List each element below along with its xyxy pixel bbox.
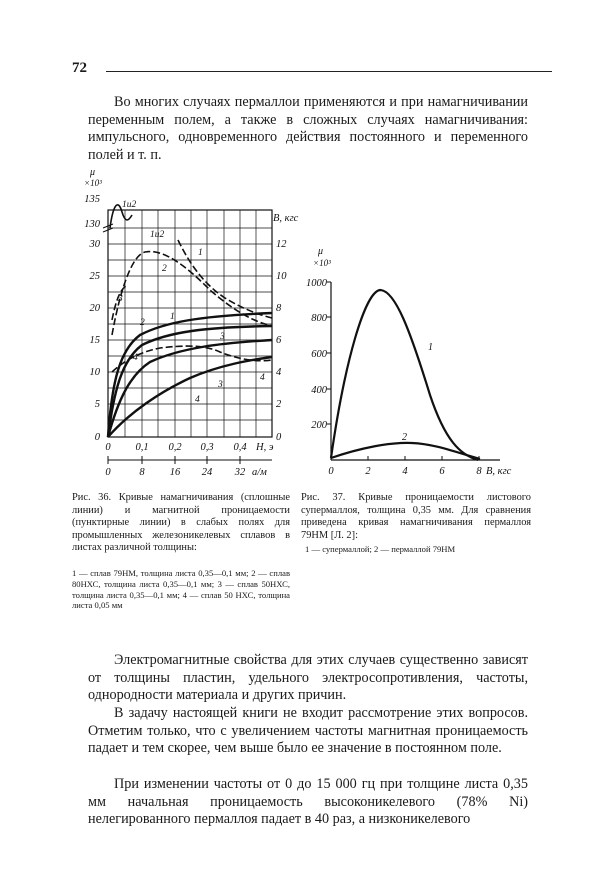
- fig36-plot-frame: [108, 210, 272, 437]
- svg-text:0: 0: [94, 432, 100, 443]
- fig36-curve-3-dashed: [112, 286, 126, 320]
- svg-text:4: 4: [195, 395, 200, 405]
- fig36-left-unit: μ: [90, 167, 96, 178]
- fig36-curve-labels: [117, 200, 265, 405]
- svg-text:1и2: 1и2: [122, 200, 137, 210]
- svg-text:0,3: 0,3: [200, 442, 214, 453]
- svg-text:130: 130: [84, 219, 100, 230]
- svg-text:4: 4: [260, 373, 265, 383]
- fig36-x-label-top: H, э: [256, 442, 274, 453]
- svg-text:5: 5: [94, 399, 100, 410]
- svg-text:0: 0: [105, 442, 111, 453]
- fig36-x-ticks-bottom: [105, 467, 246, 478]
- svg-text:24: 24: [201, 467, 213, 478]
- fig36-curve-4-dashed: [112, 346, 272, 372]
- svg-text:12: 12: [276, 239, 287, 250]
- svg-text:2: 2: [162, 264, 167, 274]
- svg-text:200: 200: [311, 420, 327, 431]
- fig37-caption: Рис. 37. Кривые проницаемости листового супермаллоя, толщина 0,35 мм. Для сравнения приведена кривая намагничивания пермаллоя 79НМ [Л. 2]:: [301, 492, 531, 541]
- fig36-right-ticks: [276, 239, 287, 443]
- intro-paragraph: Во многих случаях пермаллои применяются и при намагничивании переменным полем, а также в сложных случаях намагничивания: импульсного, одновременного действия постоянного и переменного полей и т. п.: [88, 94, 528, 163]
- svg-text:32: 32: [234, 467, 246, 478]
- svg-text:1: 1: [428, 342, 433, 353]
- body-paragraph-3: При изменении частоты от 0 до 15 000 гц при толщине листа 0,35 мм начальная проницаемость высоконикелевого (78% Ni) нелегированного пермаллоя падает в 40 раз, а низконикелевого: [88, 776, 528, 828]
- body-paragraph-1: Электромагнитные свойства для этих случаев существенно зависят от толщины пластин, удельного электросопротивления, частоты, однородности материала и других причин.: [88, 652, 528, 704]
- svg-text:600: 600: [311, 349, 327, 360]
- svg-text:4: 4: [402, 466, 408, 477]
- fig36-curve-1i2-top: [110, 205, 132, 228]
- svg-text:1000: 1000: [306, 278, 327, 289]
- svg-text:1: 1: [198, 248, 203, 258]
- svg-text:16: 16: [169, 467, 181, 478]
- svg-text:8: 8: [139, 467, 145, 478]
- svg-text:0: 0: [328, 466, 334, 477]
- fig37-curve-2: [331, 443, 480, 459]
- fig37-y-scale: ×10³: [313, 258, 331, 268]
- body-paragraph-2: В задачу настоящей книги не входит рассмотрение этих вопросов. Отметим только, что с увеличением частоты магнитная проницаемость падает и тем скорее, чем выше было ее значение в постоянном поле.: [88, 705, 528, 757]
- svg-text:20: 20: [89, 303, 100, 314]
- fig36-left-ticks: [84, 194, 101, 443]
- fig37-curve-1: [331, 290, 478, 460]
- fig36-curve-1-solid: [108, 313, 272, 437]
- svg-text:0: 0: [276, 432, 282, 443]
- svg-text:2: 2: [140, 318, 145, 328]
- svg-text:3: 3: [220, 332, 225, 342]
- fig37-x-ticks: [365, 466, 482, 477]
- svg-text:400: 400: [311, 385, 327, 396]
- fig36-curve-2-solid: [108, 326, 272, 437]
- fig37-legend: 1 — супермаллой; 2 — пермаллой 79НМ: [305, 544, 456, 554]
- fig36-curve-3-solid: [108, 340, 272, 437]
- fig37-x-label: B, кгс: [486, 466, 512, 477]
- fig36-caption: Рис. 36. Кривые намагничивания (сплошные линии) и магнитной проницаемости (пунктирные линии) в слабых полях для промышленных железоникелевых сплавов в листах различной толщины:: [72, 492, 290, 554]
- svg-text:25: 25: [89, 271, 100, 282]
- fig36-grid: [108, 210, 272, 437]
- fig36-right-axis-label: B, кгс: [273, 213, 299, 224]
- svg-text:10: 10: [89, 367, 100, 378]
- fig36-x-ticks-top: [105, 442, 247, 453]
- fig36-curve-4-solid: [108, 357, 272, 437]
- svg-text:800: 800: [311, 313, 327, 324]
- svg-text:1: 1: [170, 312, 175, 322]
- page-number: 72: [72, 60, 87, 76]
- svg-text:4: 4: [133, 353, 138, 363]
- svg-text:8: 8: [476, 466, 482, 477]
- svg-text:135: 135: [84, 194, 100, 205]
- svg-text:3: 3: [218, 380, 223, 390]
- svg-text:2: 2: [365, 466, 371, 477]
- fig36-x-label-bottom: a/м: [252, 467, 267, 478]
- svg-text:2: 2: [276, 399, 282, 410]
- fig37-y-unit: μ: [318, 246, 324, 257]
- svg-text:0,4: 0,4: [233, 442, 247, 453]
- svg-text:0,2: 0,2: [168, 442, 182, 453]
- fig36-legend: 1 — сплав 79НМ, толщина листа 0,35—0,1 мм; 2 — сплав 80НХС, толщина листа 0,35—0,1 мм; 3 — сплав 50НХС, толщина листа 0,35—0,1 мм; 4 — сплав 50 НХС, толщина листа 0,05 мм: [72, 568, 290, 611]
- svg-text:3: 3: [118, 294, 123, 304]
- svg-text:2: 2: [402, 432, 407, 443]
- fig36-curve-1-dashed: [178, 240, 272, 318]
- svg-text:10: 10: [276, 271, 287, 282]
- svg-text:0: 0: [105, 467, 111, 478]
- fig36-curve-2-dashed: [112, 252, 272, 335]
- svg-text:30: 30: [89, 239, 100, 250]
- svg-text:6: 6: [276, 335, 282, 346]
- header-rule: [106, 71, 552, 72]
- svg-text:8: 8: [276, 303, 282, 314]
- svg-text:4: 4: [276, 367, 282, 378]
- svg-text:6: 6: [439, 466, 445, 477]
- fig36-left-scale: ×10³: [84, 178, 102, 188]
- fig37-curve-labels: [402, 342, 433, 443]
- svg-text:0,1: 0,1: [135, 442, 149, 453]
- svg-text:1и2: 1и2: [150, 230, 165, 240]
- svg-text:15: 15: [89, 335, 100, 346]
- fig37-y-ticks: [306, 278, 334, 477]
